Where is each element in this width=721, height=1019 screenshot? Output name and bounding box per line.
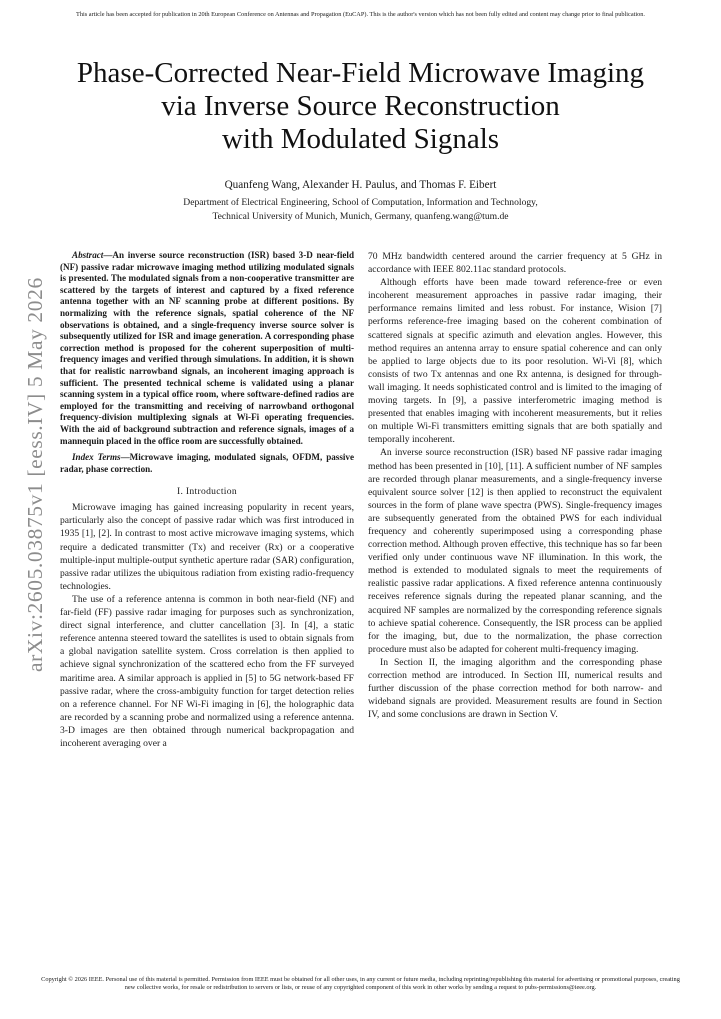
title-line-2: via Inverse Source Reconstruction — [161, 90, 560, 122]
section-heading-introduction: I. Introduction — [177, 486, 237, 498]
body-paragraph: Microwave imaging has gained increasing popularity in recent years, particularly also the concept of passive radar which was first introduced in 1935 [1], [2]. In contrast to most active microwave imaging systems, which require a dedicated transmitter (Tx) and receiver (Rx) or a cooperative multiple-input multiple-output synthetic aperture radar (SAR) configuration, passive radar utilizes the ubiquitous radiation from existing radio-frequency technologies. — [60, 502, 354, 592]
body-paragraph: Although efforts have been made toward reference-free or even incoherent measurement approaches in passive radar imaging, their performance remains limited and less robust. For instance, Wision [7] performs reference-free imaging based on the coherent combination of scattered signals at specific azimuth and elevation angles. However, this method requires an antenna array to ensure spatial coherence and can only be applied to large objects due to its poor resolution. Wi-Vi [8], which consists of two Tx antennas and one Rx antenna, is designed for through-wall imaging. It needs sophisticated control and is limited to the imaging of moving targets. In [9], a passive interferometric imaging method is presented that enables imaging with incoherent measurements, but it relies on multiple Wi-Fi transmitters emitting signals that are both spatially and temporally incoherent. — [368, 277, 662, 446]
affiliation-line-1: Department of Electrical Engineering, School of Computation, Information and Technology, — [183, 197, 538, 208]
index-terms-label: Index Terms — [72, 452, 121, 463]
affiliation-line-2: Technical University of Munich, Munich, Germany, quanfeng.wang@tum.de — [212, 210, 509, 222]
body-paragraph: 70 MHz bandwidth centered around the carrier frequency at 5 GHz in accordance with IEEE 802.11ac standard protocols. — [368, 251, 662, 276]
copyright-notice: Copyright © 2026 IEEE. Personal use of this material is permitted. Permission from IEEE must be obtained for all other uses, in any current or future media, including reprinting/republishing this material for advertising or promotional purposes, creating new collective works, for resale or redistribution to servers or lists, or reuse of any copyrighted component of this work in other works by sending a request to pubs-permissions@ieee.org. — [41, 976, 680, 992]
body-paragraph: The use of a reference antenna is common in both near-field (NF) and far-field (FF) passive radar imaging for purposes such as synchronization, direct signal interference, and clutter cancellation [3]. In [4], a static reference antenna steered toward the satellites is used to obtain signals from a global navigation satellite system. Cross correlation is then applied to achieve signal synchronization of the scattered echo from the FF surveyed maritime area. A similar approach is applied in [5] to 5G network-based FF passive radar, where the cross-ambiguity function for target detection relies on a reference channel. For NF Wi-Fi imaging in [6], the holographic data are recorded by a scanning probe and normalized using a reference antenna. 3-D images are then obtained through numerical backpropagation and incoherent averaging over a — [60, 593, 354, 749]
body-paragraph: In Section II, the imaging algorithm and the corresponding phase correction method are introduced. In Section III, numerical results and further discussion of the phase correction method for both narrow- and wideband signals are provided. Measurement results are found in Section IV, and some conclusions are drawn in Section V. — [368, 656, 662, 721]
arxiv-identifier-watermark: arXiv:2605.03875v1 [eess.IV] 5 May 2026 — [23, 277, 47, 672]
paper-title — [30, 57, 691, 156]
index-terms-text: —Microwave imaging, modulated signals, OFDM, passive radar, phase correction. — [60, 452, 354, 474]
abstract — [60, 250, 354, 447]
publication-notice: This article has been accepted for publication in 20th European Conference on Antennas and Propagation (EuCAP). This is the author's version which has not been fully edited and content may change prior to final publication. — [76, 11, 645, 18]
body-paragraph: An inverse source reconstruction (ISR) based NF passive radar imaging method has been presented in [10], [11]. A sufficient number of NF samples are recorded through planar measurements, and a single-frequency inverse equivalent source solver [12] is then applied to reconstruct the equivalent sources in the form of plane wave spectra (PWS). Single-frequency images are subsequently generated from the obtained PWS for each individual frequency and coherently superimposed using a corresponding phase correction method. Although proven effective, this technique has so far been verified only under continuous wave NF illumination. In this work, the method is extended to modulated signals to meet the requirements of realistic passive radar applications. A fixed reference antenna continuously receives reference signals during the repeated planar scanning, and the acquired NF samples are normalized by the corresponding reference signals to achieve spatial coherence. Consequently, the ISR process can be applied for the imaging, but, due to the normalization, the phase correction procedure must also be adapted for coherent multi-frequency imaging. — [368, 447, 662, 655]
abstract-label: Abstract — [72, 250, 104, 260]
author-list: Quanfeng Wang, Alexander H. Paulus, and Thomas F. Eibert — [224, 179, 497, 191]
index-terms — [60, 452, 354, 475]
abstract-text: —An inverse source reconstruction (ISR) based 3-D near-field (NF) passive radar microwave imaging method utilizing modulated signals is presented. The modulated signals from a non-cooperative transmitter are scattered by the targets of interest and captured by a fixed reference antenna together with an NF scanning probe at different positions. By normalizing with the reference signals, spatial coherence of the NF observations is obtained, and a single-frequency inverse source solver is subsequently utilized for ISR and image generation. A corresponding phase correction method is proposed for the coherent superposition of multi-frequency images and verified through simulations. In addition, it is shown that for realistic narrowband signals, an incoherent imaging approach is sufficient. The presented technical scheme is validated using a planar scanning system in a typical office room, where software-defined radios are employed for the transmitting and receiving of narrowband orthogonal frequency-division multiplexing signals at Wi-Fi operating frequencies. With the aid of background subtraction and reference signals, images of a mannequin placed in the office room are successfully obtained. — [60, 250, 354, 446]
title-line-1: Phase-Corrected Near-Field Microwave Imaging — [76, 57, 645, 89]
left-column — [60, 250, 354, 750]
title-line-3: with Modulated Signals — [221, 123, 500, 155]
right-column — [368, 250, 662, 721]
affiliation — [30, 196, 691, 224]
